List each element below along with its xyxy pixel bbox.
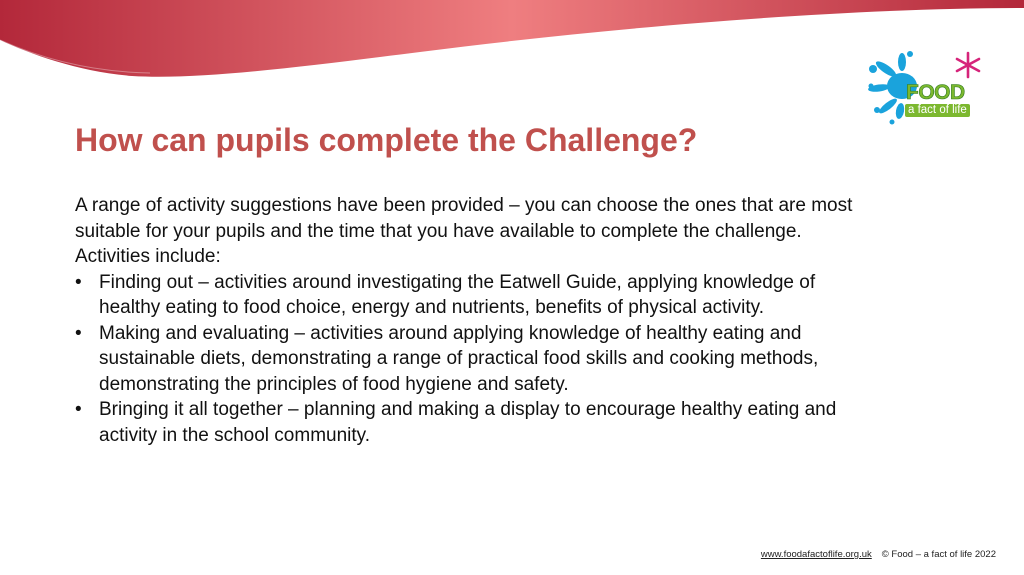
footer: [761, 549, 996, 561]
intro-paragraph: A range of activity suggestions have been provided – you can choose the ones that are most suitable for your pupils and the time that you have available to complete the challenge.: [75, 195, 853, 242]
activities-heading: Activities include:: [75, 246, 221, 267]
asterisk-icon: [957, 53, 979, 77]
logo-tagline: a fact of life: [905, 104, 970, 117]
website-link[interactable]: www.foodafactoflife.org.uk: [760, 549, 872, 560]
list-item: • Finding out – activities around investigating the Eatwell Guide, applying knowledge of healthy eating to food choice, energy and nutrients, benefits of physical activity.: [75, 270, 875, 321]
slide-title: How can pupils complete the Challenge?: [75, 122, 698, 158]
slide-body: [75, 193, 875, 448]
copyright-text: © Food – a fact of life 2022: [881, 549, 996, 560]
list-item: • Bringing it all together – planning and making a display to encourage healthy eating and activity in the school community.: [75, 397, 875, 448]
logo-word: FOOD: [906, 81, 965, 104]
list-item: • Making and evaluating – activities around applying knowledge of healthy eating and sustainable diets, demonstrating a range of practical food skills and cooking methods, demonstrating the principles of food hygiene and safety.: [75, 321, 875, 398]
activities-list: [75, 270, 875, 449]
